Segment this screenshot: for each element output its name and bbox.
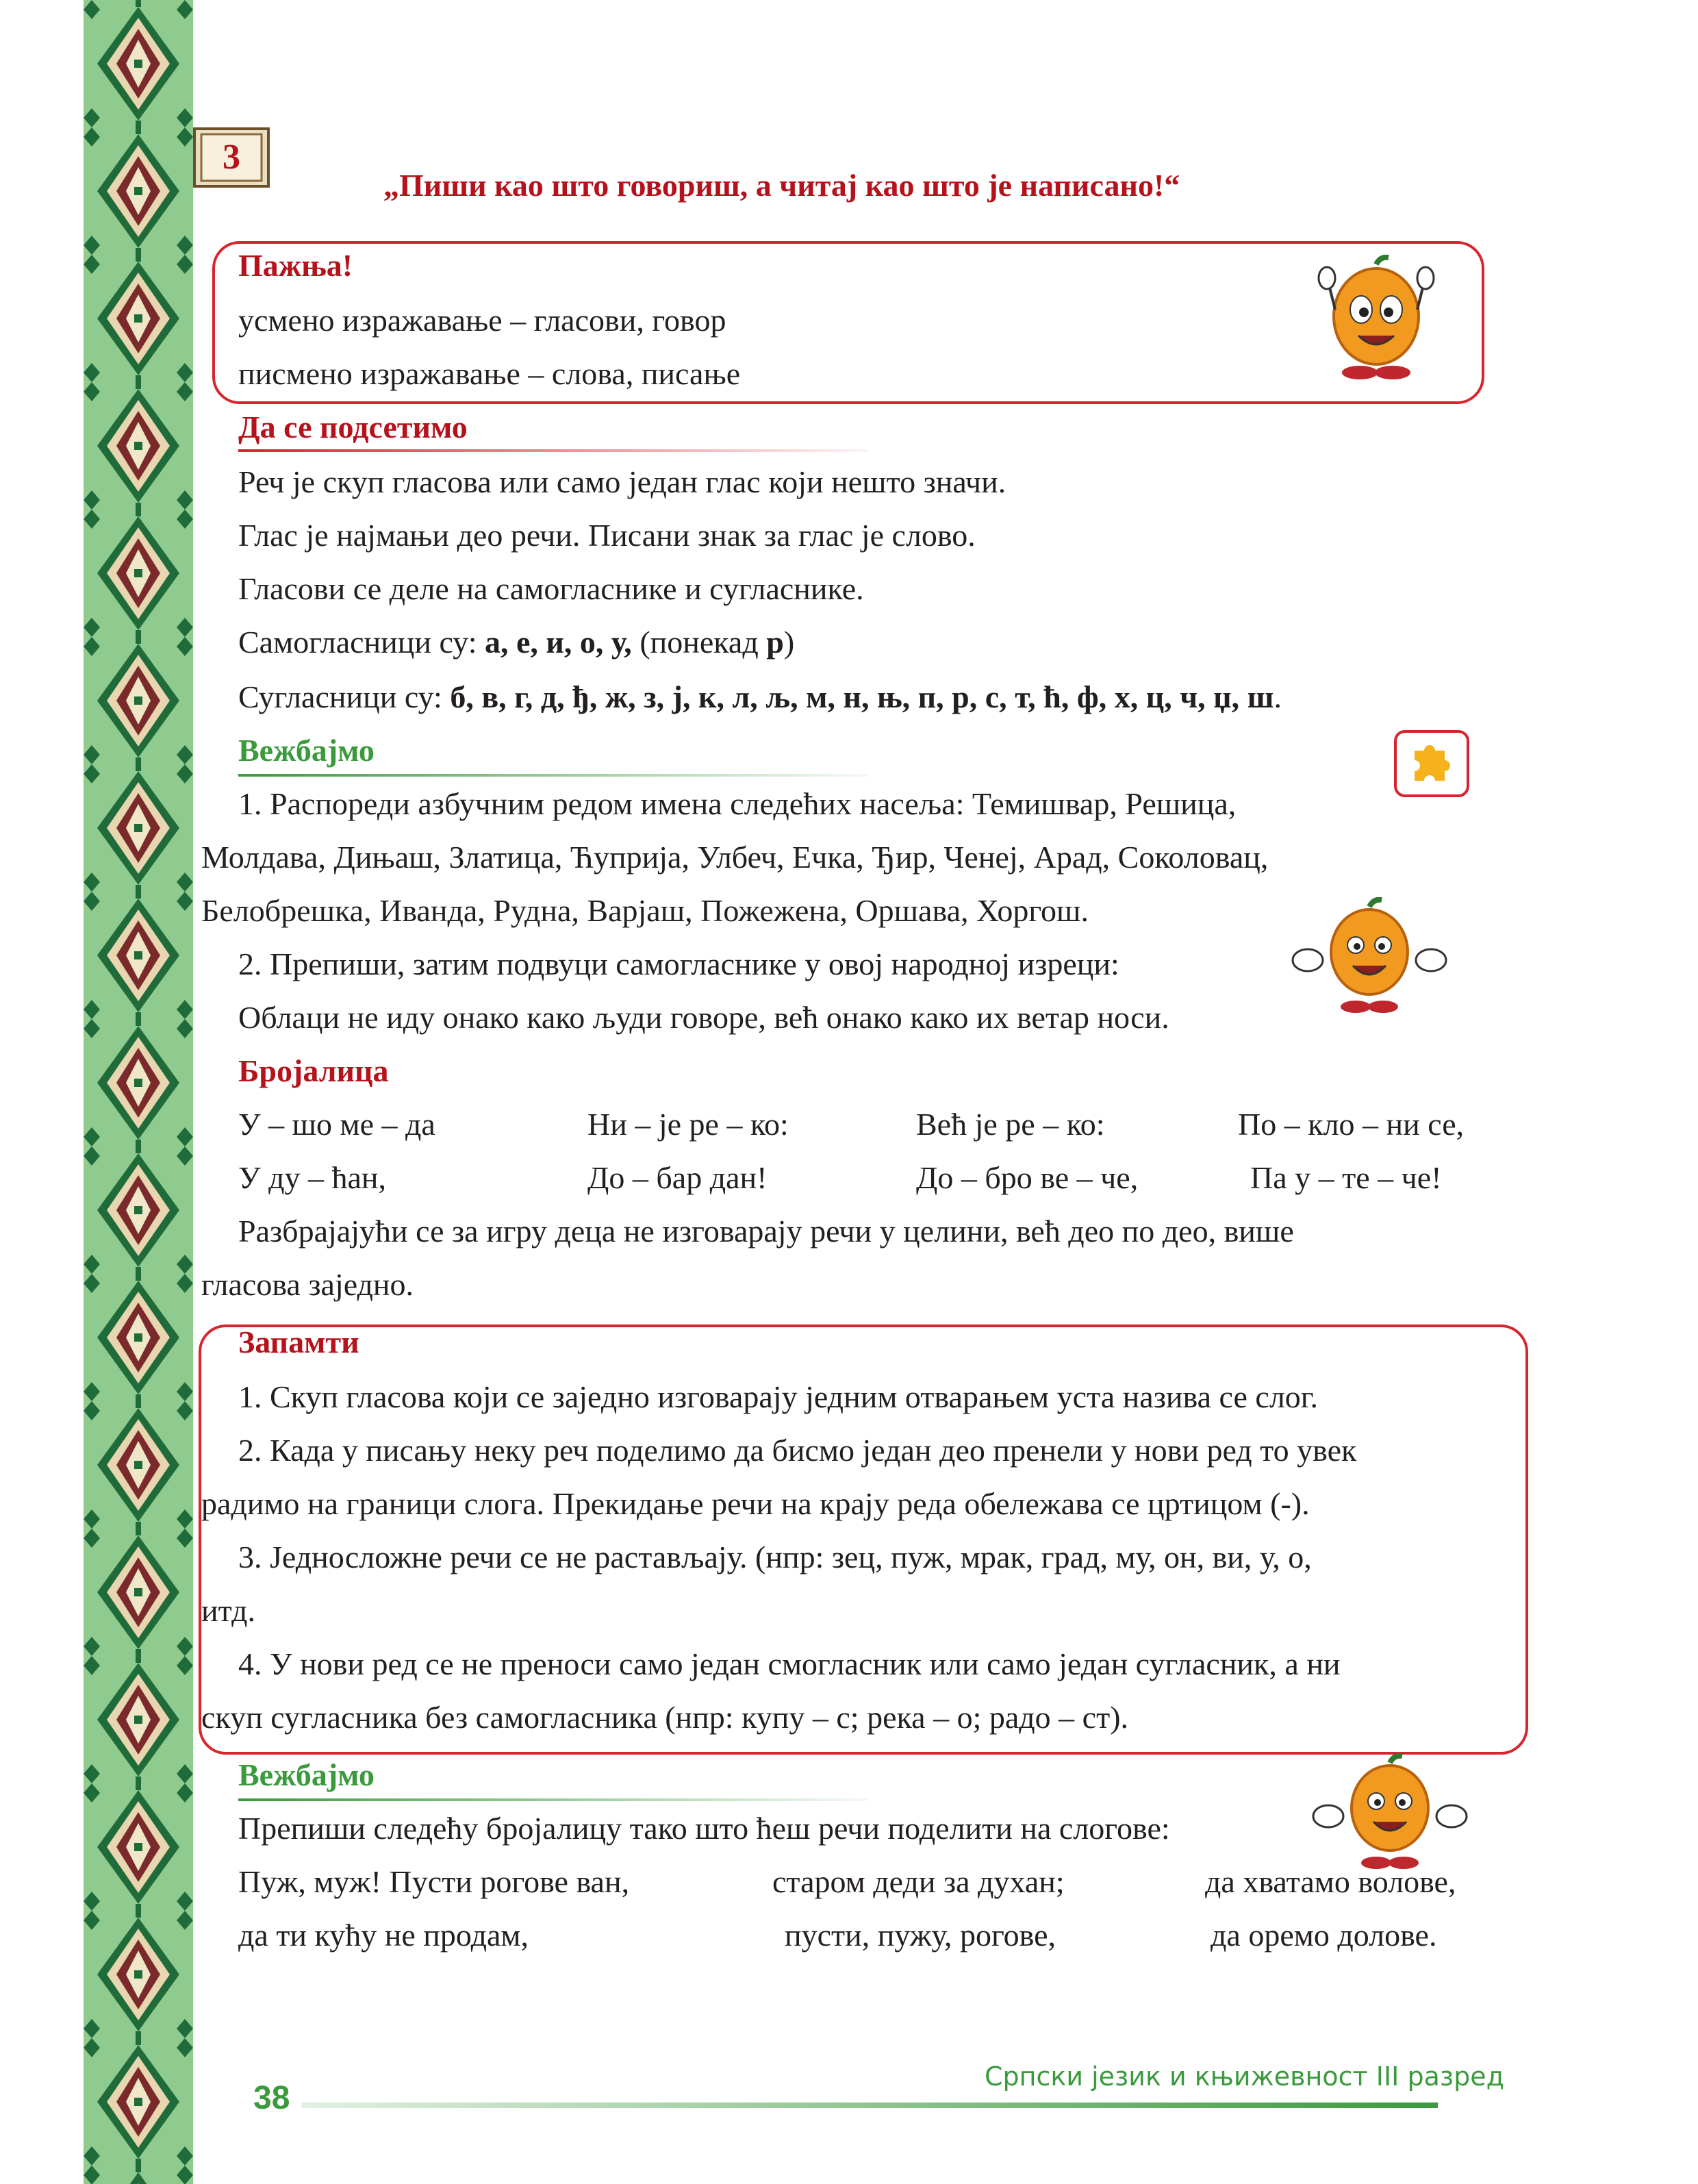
task2-line-2: Облаци не иду онако како људи говоре, већ онако како их ветар носи. (238, 1000, 1169, 1035)
task1-line-2: Молдава, Дињаш, Златица, Ћуприја, Улбеч, Ечка, Ђир, Ченеј, Арад, Соколовац, (201, 840, 1269, 875)
remember-p4-line-1: 4. У нови ред се не преноси само један смогласник или само један сугласник, а ни (238, 1646, 1341, 1681)
book-title: Српски језик и књижевност III разред (985, 2061, 1504, 2092)
footer-rule (301, 2103, 1438, 2108)
rhyme-heading: Бројалица (238, 1053, 389, 1088)
page-number: 38 (253, 2080, 290, 2116)
rhyme-row2-col4: Па у – те – че! (1250, 1160, 1442, 1195)
rhyme-row1-col1: У – шо ме – да (238, 1107, 435, 1142)
exercise2-row2-col3: да оремо долове. (1211, 1918, 1437, 1953)
attention-line-1: усмено изражавање – гласови, говор (238, 303, 726, 338)
attention-heading: Пажња! (238, 248, 353, 283)
recall-heading-underline (238, 449, 868, 452)
exercise2-row1-col2: старом деди за духан; (772, 1864, 1065, 1899)
remember-p3-line-1: 3. Једносложне речи се не растављају. (нпр: зец, пуж, мрак, град, му, он, ви, у, о, (238, 1540, 1312, 1574)
rhyme-row2-col1: У ду – ћан, (238, 1160, 387, 1195)
pumpkin-mascot-icon (1301, 255, 1452, 392)
exercise2-row1-col1: Пуж, муж! Пусти рогове ван, (238, 1864, 630, 1899)
lesson-number-badge (193, 127, 270, 188)
remember-p4-line-2: скуп сугласника без самогласника (нпр: купу – с; река – о; радо – ст). (201, 1700, 1129, 1735)
vowels-prefix: Самогласници су: (238, 625, 485, 660)
consonants-list: б, в, г, д, ђ, ж, з, ј, к, л, љ, м, н, њ, п, р, с, т, ћ, ф, х, ц, ч, џ, ш (450, 679, 1274, 714)
exercise2-heading: Вежбајмо (238, 1757, 375, 1792)
rhyme-note-line-1: Разбрајајући се за игру деца не изговарају речи у целини, већ део по део, више (238, 1214, 1294, 1248)
rhyme-row1-col4: По – кло – ни се, (1238, 1107, 1465, 1142)
rhyme-row1-col2: Ни – је ре – ко: (587, 1107, 789, 1142)
recall-consonants-line (238, 678, 1282, 716)
vowels-suffix: ) (783, 625, 795, 660)
exercise1-heading: Вежбајмо (238, 733, 375, 768)
remember-p3-line-2: итд. (201, 1593, 256, 1628)
consonants-prefix: Сугласници су: (238, 679, 451, 714)
rhyme-row2-col2: До – бар дан! (587, 1160, 768, 1195)
pumpkin-mascot-icon (1308, 1753, 1472, 1877)
recall-line-1: Реч је скуп гласова или само један глас који нешто значи. (238, 464, 1006, 499)
lesson-title: „Пиши као што говориш, а читај као што је написано!“ (383, 168, 1180, 203)
rhyme-note-line-2: гласова заједно. (201, 1267, 414, 1302)
exercise2-row1-col3: да хватамо волове, (1205, 1864, 1456, 1899)
exercise2-instruction: Препиши следећу бројалицу тако што ћеш речи поделити на слогове: (238, 1811, 1170, 1846)
vowels-mid: (понекад (631, 625, 767, 660)
task1-line-3: Белобрешка, Иванда, Рудна, Варјаш, Пожежена, Оршава, Хоргош. (201, 893, 1089, 928)
recall-heading: Да се подсетимо (238, 410, 468, 444)
lesson-number: 3 (223, 138, 240, 177)
remember-p2-line-2: радимо на граници слога. Прекидање речи на крају реда обележава се цртицом (-). (201, 1486, 1310, 1521)
recall-line-3: Гласови се деле на самогласнике и сугласнике. (238, 571, 864, 606)
exercise2-row2-col1: да ти кућу не продам, (238, 1918, 529, 1953)
remember-heading: Запамти (238, 1325, 359, 1359)
rhyme-row1-col3: Већ је ре – ко: (916, 1107, 1105, 1142)
vowels-list: а, е, и, о, у, (484, 625, 632, 660)
vowels-r: р (766, 625, 784, 660)
remember-p1: 1. Скуп гласова који се заједно изговарају једним отварањем уста назива се слог. (238, 1379, 1318, 1414)
exercise1-heading-underline (238, 774, 868, 777)
ornament-border (84, 0, 193, 2184)
exercise2-row2-col2: пусти, пужу, рогове, (785, 1918, 1056, 1953)
recall-vowels-line (238, 623, 794, 662)
attention-line-2: писмено изражавање – слова, писање (238, 356, 741, 391)
remember-p2-line-1: 2. Када у писању неку реч поделимо да бисмо један део пренели у нови ред то увек (238, 1433, 1357, 1468)
pumpkin-mascot-icon (1287, 897, 1452, 1020)
exercise2-heading-underline (238, 1798, 868, 1801)
puzzle-icon (1394, 730, 1469, 797)
recall-line-2: Глас је најмањи део речи. Писани знак за глас је слово. (238, 518, 976, 553)
task2-line-1: 2. Препиши, затим подвуци самогласнике у овој народној изреци: (238, 946, 1119, 981)
task1-line-1: 1. Распореди азбучним редом имена следећих насеља: Темишвар, Решица, (238, 786, 1237, 821)
rhyme-row2-col3: До – бро ве – че, (916, 1160, 1139, 1195)
consonants-suffix: . (1274, 679, 1282, 714)
